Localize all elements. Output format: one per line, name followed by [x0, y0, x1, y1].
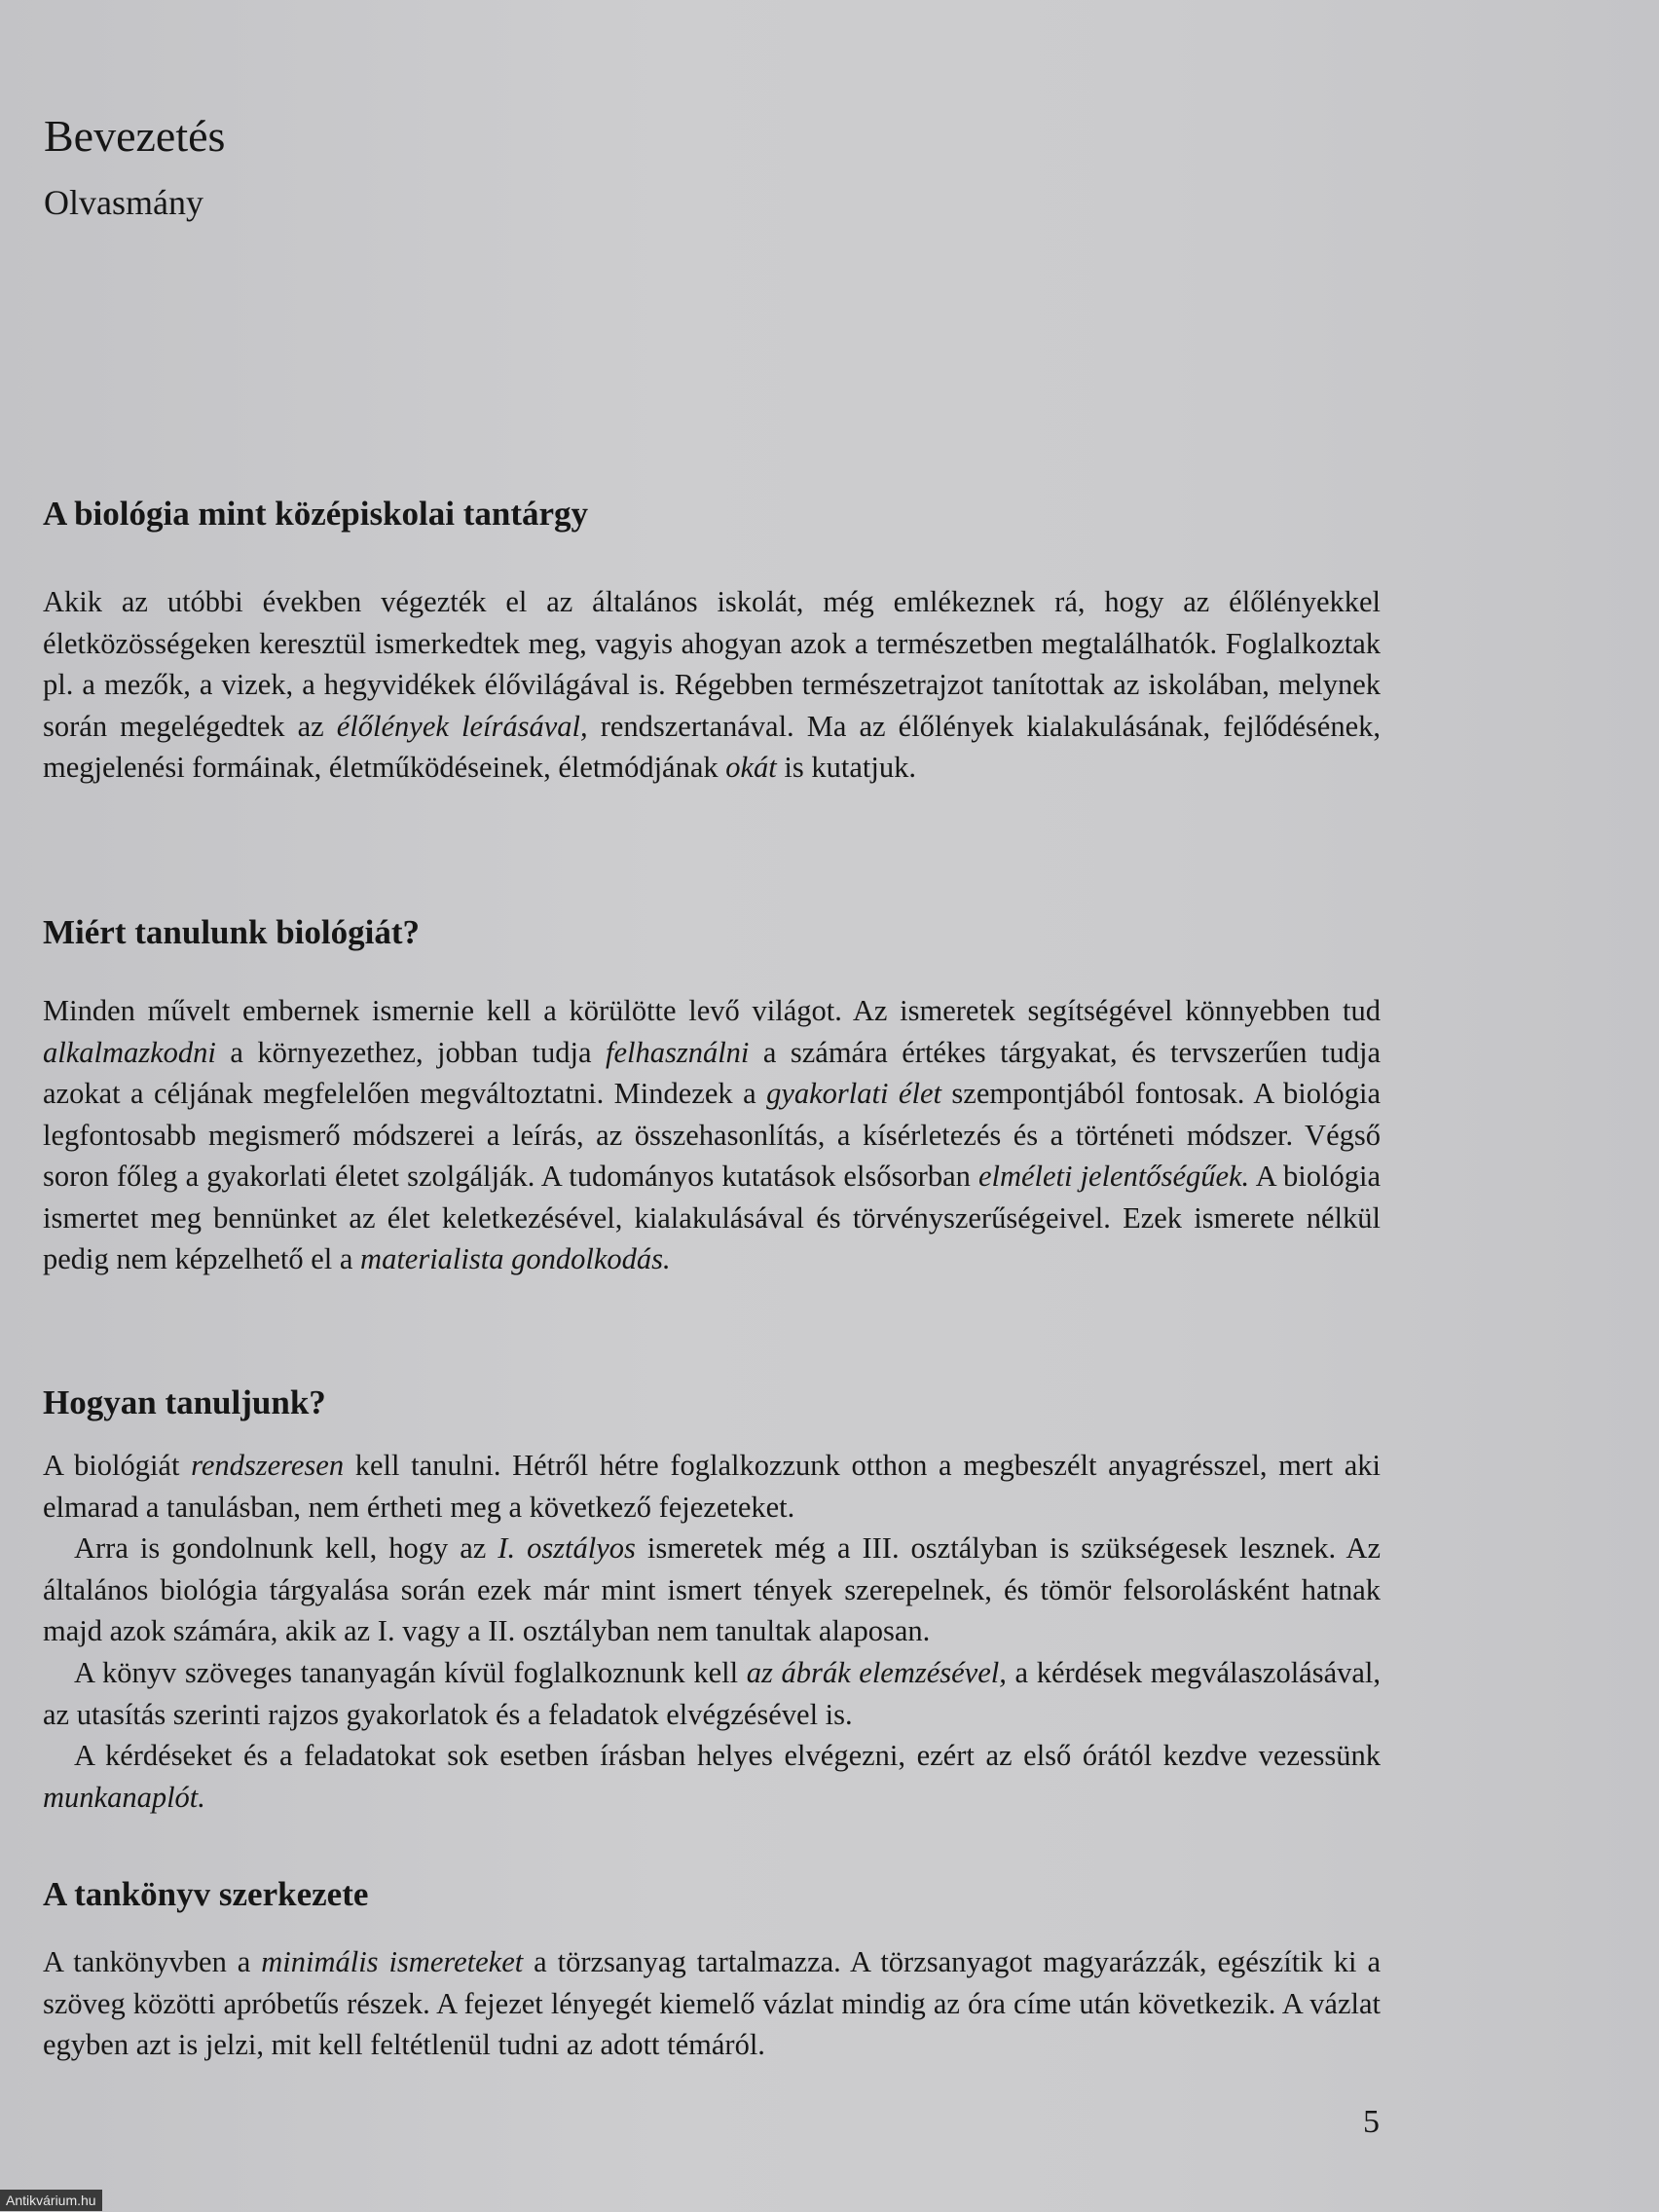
emphasis-text: munkanaplót. — [43, 1780, 205, 1814]
emphasis-text: alkalmazkodni — [43, 1035, 216, 1069]
text-run: kell tanulni. Hétről hétre foglalkozzunk otthon a megbeszélt anyagrésszel, mert aki elmarad a tanulásban, nem értheti meg a következő fejezeteket. — [43, 1449, 1381, 1524]
text-run: A biológia ismertet meg bennünket az élet keletkezésével, kialakulásával és törvényszerűségeivel. Ezek ismerete nélkül pedig nem képzelhető el a — [43, 1160, 1381, 1275]
text-run: A kérdéseket és a feladatokat sok esetben írásban helyes elvégezni, ezért az első órától kezdve vezessünk — [74, 1739, 1381, 1772]
text-run: Akik az utóbbi években végezték el az általános iskolát, még emlékeznek rá, hogy az élőlényekkel életközösségeken keresztül ismerkedtek meg, vagyis ahogyan azok a természetben megtalálhatók. Foglalkoztak pl. a mezők, a vizek, a hegyvidékek élővilágával is. Régebben természetrajzot tanítottak az iskolában, melynek során megelégedtek az — [43, 585, 1381, 743]
section-heading: Miért tanulunk biológiát? — [43, 913, 420, 951]
chapter-title: Bevezetés — [44, 111, 226, 161]
text-run: Arra is gondolnunk kell, hogy az — [74, 1531, 498, 1565]
section-paragraph — [43, 1735, 1381, 1818]
emphasis-text: az ábrák elemzésével, — [746, 1656, 1007, 1689]
page-number: 5 — [1363, 2104, 1380, 2140]
text-run: a kérdések megválaszolásával, az utasítás szerinti rajzos gyakorlatok és a feladatok elvégzésével is. — [43, 1656, 1381, 1731]
text-run: A könyv szöveges tananyagán kívül foglalkoznunk kell — [74, 1656, 747, 1689]
text-run: rendszertanával. Ma az élőlények kialakulásának, fejlődésének, megjelenési formáinak, életműködéseinek, életmódjának — [43, 709, 1382, 784]
section-heading: Hogyan tanuljunk? — [43, 1383, 326, 1421]
emphasis-text: minimális ismereteket — [261, 1945, 524, 1978]
section-heading: A tankönyv szerkezete — [43, 1875, 369, 1913]
text-run: szempontjából fontosak. A biológia legfontosabb megismerő módszerei a leírás, az összehasonlítás, a kísérletezés és a történeti módszer. Végső soron főleg a gyakorlati életet szolgálják. A tudományos kutatások elsősorban — [43, 1077, 1381, 1193]
emphasis-text: rendszeresen — [191, 1449, 345, 1482]
text-run: a számára értékes tárgyakat, és tervszerűen tudja azokat a céljának megfelelően megváltoztatni. Mindezek a — [43, 1035, 1381, 1110]
section-paragraph — [43, 1528, 1381, 1652]
text-run: A tankönyvben a — [43, 1945, 262, 1978]
text-run: A biológiát — [43, 1449, 192, 1482]
watermark: Antikvárium.hu — [0, 2190, 102, 2211]
section-paragraph — [43, 1941, 1381, 2066]
section-paragraph — [43, 1445, 1381, 1528]
text-run: a törzsanyag tartalmazza. A törzsanyagot magyarázzák, egészítik ki a szöveg közötti apróbetűs részek. A fejezet lényegét kiemelő vázlat mindig az óra címe után következik. A vázlat egyben azt is jelzi, mit kell feltétlenül tudni az adott témáról. — [43, 1945, 1382, 2061]
emphasis-text: materialista gondolkodás. — [360, 1242, 671, 1275]
text-run: a környezethez, jobban tudja — [215, 1035, 606, 1069]
section-heading: A biológia mint középiskolai tantárgy — [43, 495, 589, 533]
emphasis-text: felhasználni — [605, 1035, 750, 1069]
section-paragraph — [43, 581, 1381, 789]
emphasis-text: I. osztályos — [498, 1531, 636, 1565]
text-run: ismeretek még a III. osztályban is szükségesek lesznek. Az általános biológia tárgyalása során ezek már mint ismert tények szerepelnek, és tömör felsorolásként hatnak majd azok számára, akik az I. vagy a II. osztályban nem tanultak alaposan. — [43, 1531, 1381, 1647]
emphasis-text: gyakorlati élet — [766, 1077, 941, 1110]
emphasis-text: okát — [725, 751, 777, 784]
emphasis-text: elméleti jelentőségűek. — [977, 1160, 1250, 1193]
section-paragraph — [43, 1652, 1381, 1735]
emphasis-text: élőlények leírásával, — [336, 709, 588, 743]
chapter-subtitle: Olvasmány — [44, 183, 203, 222]
text-run: is kutatjuk. — [776, 751, 916, 784]
section-paragraph — [43, 990, 1381, 1280]
text-run: Minden művelt embernek ismernie kell a körülötte levő világot. Az ismeretek segítségével könnyebben tud — [43, 994, 1381, 1027]
